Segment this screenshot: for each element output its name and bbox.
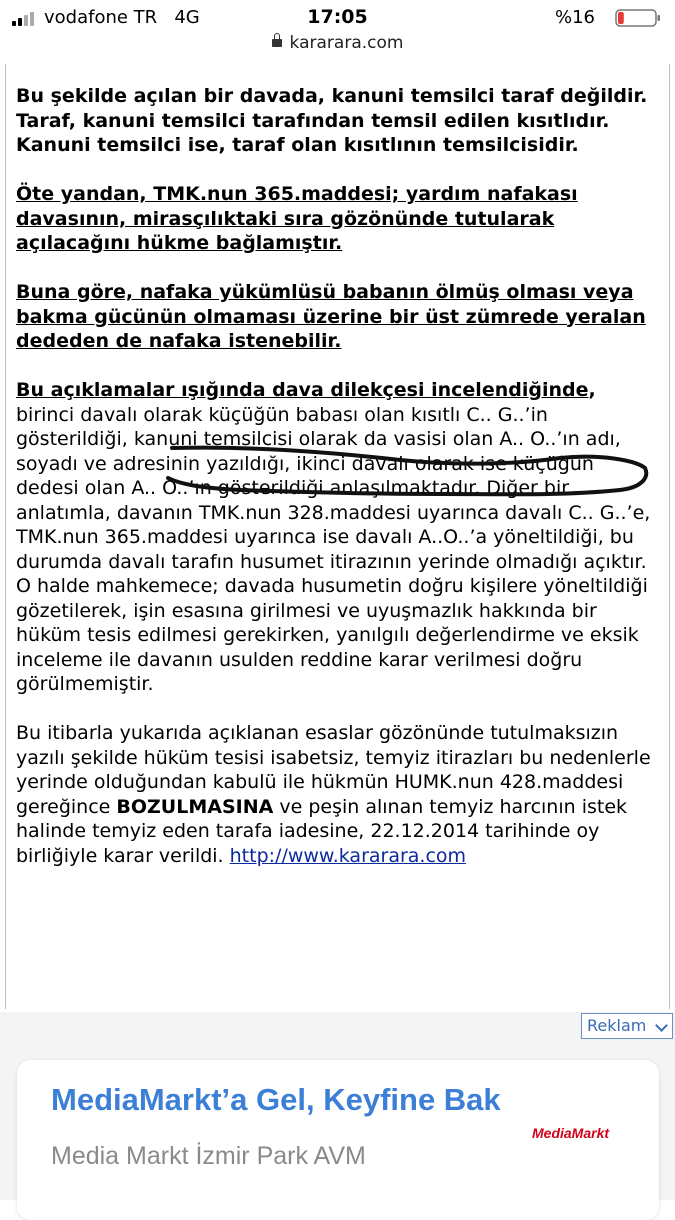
clock: 17:05 (307, 6, 368, 28)
article-frame (5, 64, 670, 1009)
paragraph-2: Öte yandan, TMK.nun 365.maddesi; yardım nafakası davasının, mirasçılıktaki sıra gözönünde tutularak açılacağını hükme bağlamıştır. (16, 183, 578, 254)
ad-badge-label: Reklam (587, 1016, 647, 1035)
paragraph-4-lead: Bu açıklamalar ışığında dava dilekçesi incelendiğinde (16, 379, 589, 401)
address-bar[interactable] (0, 33, 675, 53)
paragraph-6-text: Bu itibarla yukarıda açıklanan esaslar gözönünde tutulmaksızın yazılı şekilde hüküm tesisi isabetsiz, temyiz itirazları bu nedenlerle yerinde olduğundan kabulü ile hükmün HUMK.nun 428.maddesi gereğince (16, 722, 651, 818)
paragraph-6-tail: ve peşin alınan temyiz harcının istek halinde temyiz eden tarafa iadesine, 22.12.2014 tarihinde oy birliğiyle karar verildi. (16, 795, 628, 867)
carrier-label: vodafone TR 4G (44, 7, 200, 28)
paragraph-5: O halde mahkemece; davada husumetin doğru kişilere yöneltildiği gözetilerek, işin esasına girilmesi ve uyuşmazlık hakkında bir hüküm tesis edilmesi gerekirken, yanılgılı değerlendirme ve eksik inceleme ile davanın usulden reddine karar verilmesi doğru görülmemiştir. (16, 575, 648, 695)
battery-percent: %16 (554, 7, 595, 28)
paragraph-3: Buna göre, nafaka yükümlüsü babanın ölmüş olması veya bakma gücünün olmaması üzerine bir üst zümrede yeralan dededen de nafaka istenebilir. (16, 281, 646, 352)
paragraph-4-comma: , (588, 379, 596, 401)
ad-title[interactable]: MediaMarkt’a Gel, Keyfine Bak (51, 1082, 501, 1117)
paragraph-1: Bu şekilde açılan bir davada, kanuni temsilci taraf değildir. Taraf, kanuni temsilci tarafından temsil edilen kısıtlıdır. Kanuni temsilci ise, taraf olan kısıtlının temsilcisidir. (16, 85, 648, 156)
network-type: 4G (174, 7, 200, 28)
paragraph-6 (16, 721, 656, 868)
article-content (16, 84, 656, 868)
mediamarkt-logo: MediaMarkt (532, 1125, 610, 1141)
paragraph-4-body: birinci davalı olarak küçüğün babası olan kısıtlı C.. G..’in gösterildiği, kanuni temsilcisi olarak da vasisi olan A.. O..’ın adı, soyadı ve adresinin yazıldığı, ikinci davalı olarak ise küçüğün dedesi olan A.. O..’ın gösterildiği anlaşılmaktadır. Diğer bir anlatımla, davanın TMK.nun 328.maddesi uyarınca davalı C.. G..’e, TMK.nun 365.maddesi uyarınca ise davalı A..O..’a yöneltildiği, bu durumda davalı tarafın husumet itirazının yerinde olmadığı açıktır. (16, 403, 651, 573)
ad-badge-button[interactable] (581, 1013, 673, 1039)
source-link[interactable]: http://www.kararara.com (229, 844, 467, 867)
chevron-down-icon (655, 1019, 668, 1032)
ad-card[interactable] (17, 1060, 659, 1220)
lock-icon (272, 39, 282, 47)
battery-icon (615, 9, 661, 27)
paragraph-4 (16, 378, 656, 574)
ad-subtitle: Media Markt İzmir Park AVM (51, 1142, 366, 1170)
verdict-word: BOZULMASINA (116, 795, 274, 818)
status-bar (0, 0, 675, 36)
domain-label: kararara.com (289, 33, 404, 53)
